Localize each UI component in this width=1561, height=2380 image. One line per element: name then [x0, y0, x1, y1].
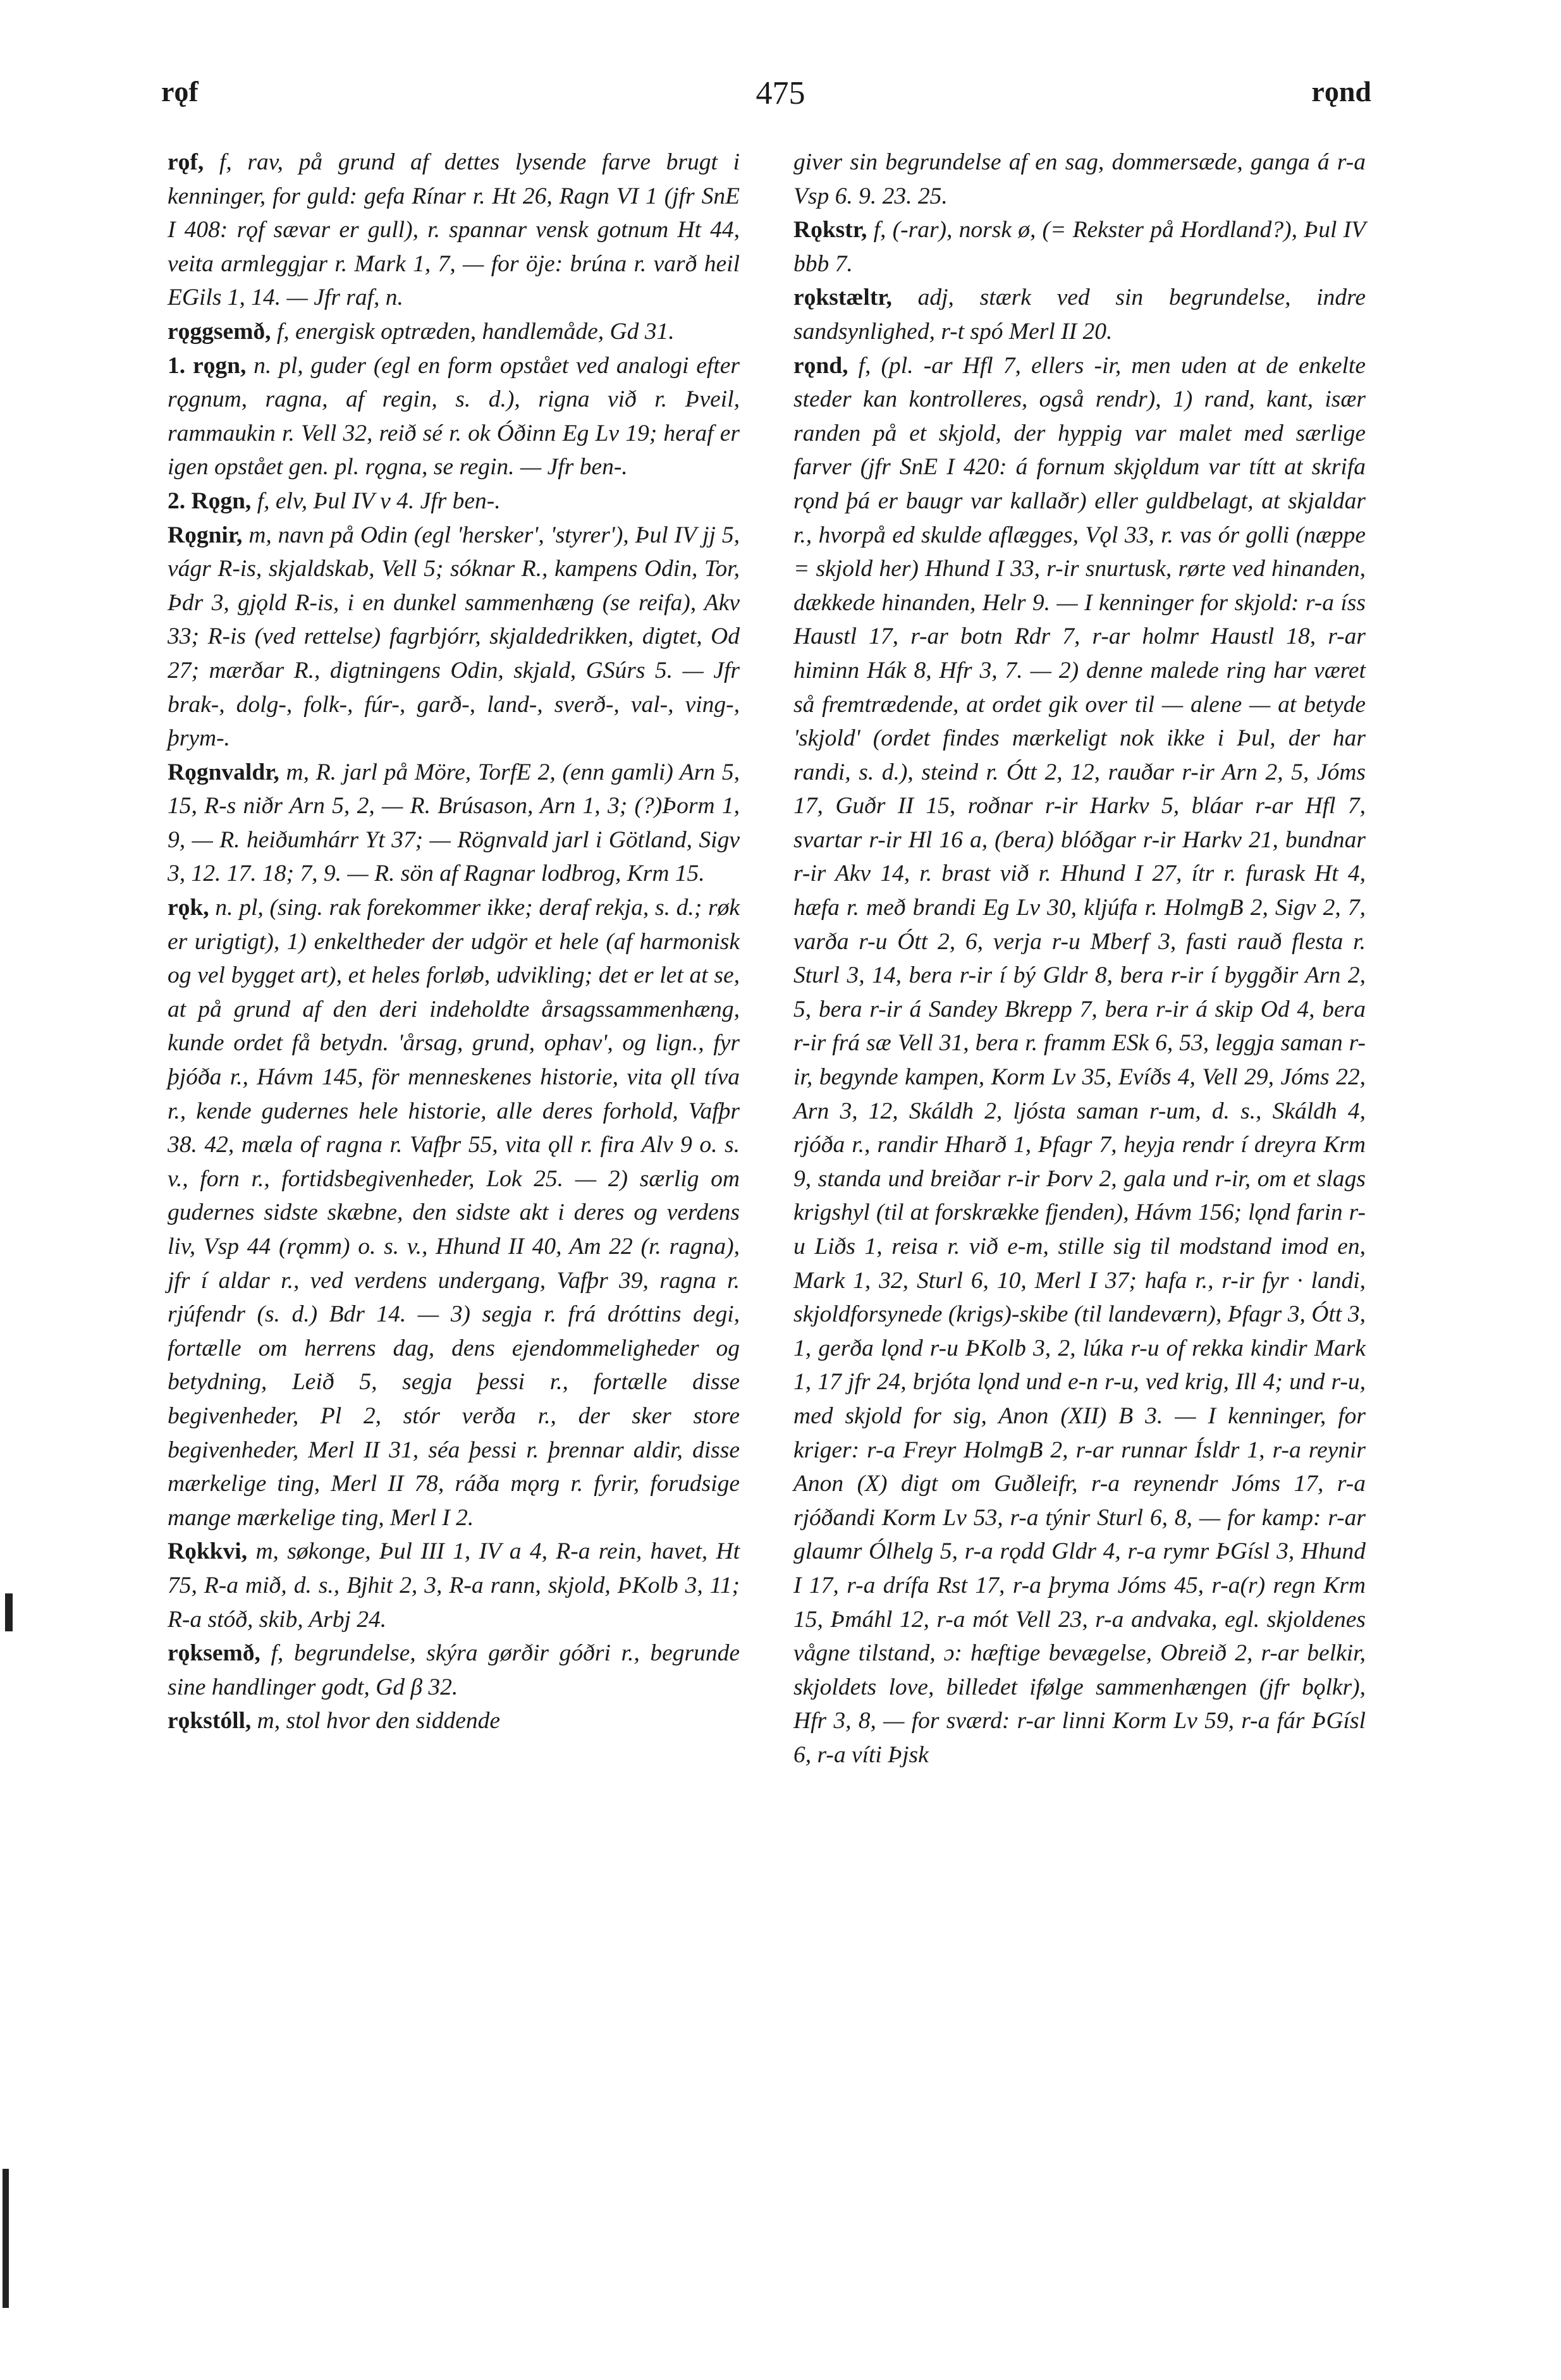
entry-text: m, søkonge, Þul III 1, IV a 4, R-a rein, havet, Ht 75, R-a mið, d. s., Bjhit 2, 3, R-a rann, skjold, ÞKolb 3, 11; R-a stóð, skib, Arbj 24.: [168, 1538, 740, 1633]
dictionary-entry: [168, 1704, 740, 1738]
dictionary-entry: [168, 518, 740, 756]
dictionary-entry: [793, 213, 1366, 281]
headword: rǫggsemð,: [168, 318, 271, 345]
margin-mark: [3, 2169, 9, 2308]
headword: Rǫgnir,: [168, 522, 243, 548]
dictionary-entry: [793, 281, 1366, 348]
entry-text: f, begrundelse, skýra gørðir góðri r., begrunde sine handlinger godt, Gd β 32.: [168, 1640, 740, 1700]
page-number: 475: [756, 75, 805, 111]
entry-text: m, stol hvor den siddende: [251, 1708, 500, 1734]
headword: rǫnd,: [793, 352, 848, 379]
dictionary-entry: [168, 145, 740, 315]
headword: Rǫgnvaldr,: [168, 759, 279, 785]
entry-text: n. pl, (sing. rak forekommer ikke; deraf rekja, s. d.; røk er urigtigt), 1) enkeltheder der udgör et hele (af harmonisk og vel bygget art), et heles forløb, udvikling; det er let at se, at på grund af den deri indeholdte årsagssammenhæng, kunde ordet få betydn. 'årsag, grund, ophav', og lign., fyr þjóða r., Hávm 145, för menneskenes historie, vita ǫll tíva r., kende gudernes hele historie, alle deres forhold, Vafþr 38. 42, mæla of ragna r. Vafþr 55, vita ǫll r. fira Alv 9 o. s. v., forn r., fortidsbegivenheder, Lok 25. — 2) særlig om gudernes sidste skæbne, den sidste akt i deres og verdens liv, Vsp 44 (rǫmm) o. s. v., Hhund II 40, Am 22 (r. ragna), jfr í aldar r., ved verdens undergang, Vafþr 39, ragna r. rjúfendr (s. d.) Bdr 14. — 3) segja r. frá dróttins degi, fortælle om herrens dag, dens ejendommeligheder og betydning, Leið 5, segja þessi r., fortælle disse begivenheder, Pl 2, stór verða r., der sker store begivenheder, Merl II 31, séa þessi r. þrennar aldir, disse mærkelige ting, Merl II 78, ráða mǫrg r. fyrir, forudsige mange mærkelige ting, Merl I 2.: [168, 895, 740, 1531]
page-header: [0, 75, 1561, 125]
entry-text: n. pl, guder (egl en form opstået ved analogi efter rǫgnum, ragna, af regin, s. d.), rigna við r. Þveil, rammaukin r. Vell 32, reið sé r. ok Óðinn Eg Lv 19; heraf er igen opstået gen. pl. rǫgna, se regin. — Jfr ben-.: [168, 352, 740, 481]
headword: rǫkstæltr,: [793, 285, 892, 311]
dictionary-entry: [168, 1636, 740, 1704]
headword: rǫkstóll,: [168, 1708, 252, 1734]
entry-text: giver sin begrundelse af en sag, dommersæde, ganga á r-a Vsp 6. 9. 23. 25.: [793, 149, 1366, 209]
left-guide-word: rǫf: [161, 75, 199, 107]
headword: rǫk,: [168, 895, 209, 921]
dictionary-entry: [168, 484, 740, 518]
right-column: [793, 145, 1366, 1772]
headword: rǫf,: [168, 149, 204, 175]
headword: 2. Rǫgn,: [168, 488, 252, 514]
entry-text: f, elv, Þul IV v 4. Jfr ben-.: [251, 488, 501, 514]
dictionary-entry: [168, 1535, 740, 1636]
entry-text: m, navn på Odin (egl 'hersker', 'styrer'), Þul IV jj 5, vágr R-is, skjaldskab, Vell 5; sóknar R., kampens Odin, Tor, Þdr 3, gjǫld R-is, i en dunkel sammenhæng (se reifa), Akv 33; R-is (ved rettelse) fagrbjórr, skjaldedrikken, digtet, Od 27; mærðar R., digtningens Odin, skjald, GSúrs 5. — Jfr brak-, dolg-, folk-, fúr-, garð-, land-, sverð-, val-, ving-, þrym-.: [168, 522, 740, 752]
headword: 1. rǫgn,: [168, 352, 247, 379]
entry-text: f, energisk optræden, handlemåde, Gd 31.: [271, 318, 675, 345]
entry-text: f, (pl. -ar Hfl 7, ellers -ir, men uden at de enkelte steder kan kontrolleres, også rendr), 1) rand, kant, især randen på et skjold, der hyppig var malet med særlige farver (jfr SnE I 420: á fornum skjǫldum var títt at skrifa rǫnd þá er baugr var kallaðr) eller guldbelagt, at skjaldar r., hvorpå ed skulde aflægges, Vǫl 33, r. vas ór golli (næppe = skjold her) Hhund I 33, r-ir snurtusk, rørte ved hinanden, dækkede hinanden, Helr 9. — I kenninger for skjold: r-a íss Haustl 17, r-ar botn Rdr 7, r-ar holmr Haustl 18, r-ar himinn Hák 8, Hfr 3, 7. — 2) denne malede ring har været så fremtrædende, at ordet gik over til — alene — at betyde 'skjold' (ordet findes mærkeligt nok ikke i Þul, der har randi, s. d.), steind r. Ótt 2, 12, rauðar r-ir Arn 2, 5, Jóms 17, Guðr II 15, roðnar r-ir Harkv 5, bláar r-ar Hfl 7, svartar r-ir Hl 16 a, (bera) blóðgar r-ir Harkv 21, bundnar r-ir Akv 14, r. brast við r. Hhund I 27, ítr r. furask Ht 4, hæfa r. með brandi Eg Lv 30, kljúfa r. HolmgB 2, Sigv 2, 7, varða r-u Ótt 2, 6, verja r-u Mberf 3, fasti rauð flesta r. Sturl 3, 14, bera r-ir í bý Gldr 8, bera r-ir í byggðir Arn 2, 5, bera r-ir á Sandey Bkrepp 7, bera r-ir á skip Od 4, bera r-ir frá sæ Vell 31, bera r. framm ESk 6, 53, leggja saman r-ir, begynde kampen, Korm Lv 35, Evíðs 4, Vell 29, Jóms 22, Arn 3, 12, Skáldh 2, ljósta saman r-um, d. s., Skáldh 4, rjóða r., randir Hharð 1, Þfagr 7, heyja rendr í dreyra Krm 9, standa und breiðar r-ir Þorv 2, gala und r-ir, om et slags krigshyl (til at forskrække fjenden), Hávm 156; lǫnd farin r-u Liðs 1, reisa r. við e-m, stille sig til modstand imod en, Mark 1, 32, Sturl 6, 10, Merl I 37; hafa r., r-ir fyr · landi, skjoldforsynede (krigs)-skibe (til landeværn), Þfagr 3, Ótt 3, 1, gerða lǫnd r-u ÞKolb 3, 2, lúka r-u of rekka kindir Mark 1, 17 jfr 24, brjóta lǫnd und e-n r-u, ved krig, Ill 4; und r-u, med skjold for sig, Anon (XII) B 3. — I kenninger, for kriger: r-a Freyr HolmgB 2, r-ar runnar Ísldr 1, r-a reynir Anon (X) digt om Guðleifr, r-a reynendr Jóms 17, r-a rjóðandi Korm Lv 53, r-a týnir Sturl 6, 8, — for kamp: r-ar glaumr Ólhelg 5, r-a rǫdd Gldr 4, r-a rymr ÞGísl 3, Hhund I 17, r-a drífa Rst 17, r-a þryma Jóms 45, r-a(r) regn Krm 15, Þmáhl 12, r-a mót Vell 23, r-a andvaka, egl. skjoldenes vågne tilstand, ɔ: hæftige bevægelse, Obreið 2, r-ar belkir, skjoldets love, billedet ifølge sammenhængen (jfr bǫlkr), Hfr 3, 8, — for sværd: r-ar linni Korm Lv 59, r-a fár ÞGísl 6, r-a víti Þjsk: [793, 352, 1366, 1768]
headword: Rǫkkvi,: [168, 1538, 248, 1565]
headword: rǫksemð,: [168, 1640, 260, 1667]
entry-text: f, (-rar), norsk ø, (= Rekster på Hordland?), Þul IV bbb 7.: [793, 217, 1366, 277]
entry-text: m, R. jarl på Möre, TorfE 2, (enn gamli) Arn 5, 15, R-s niðr Arn 5, 2, — R. Brúsason, Arn 1, 3; (?)Þorm 1, 9, — R. heiðumhárr Yt 37; — Rögnvald jarl i Götland, Sigv 3, 12. 17. 18; 7, 9. — R. sön af Ragnar lodbrog, Krm 15.: [168, 759, 740, 887]
dictionary-entry: [168, 349, 740, 484]
dictionary-entry: [168, 891, 740, 1535]
dictionary-entry: [793, 349, 1366, 1772]
entry-text: adj, stærk ved sin begrundelse, indre sandsynlighed, r-t spó Merl II 20.: [793, 285, 1366, 345]
left-column: [168, 145, 740, 1738]
headword: Rǫkstr,: [793, 217, 867, 243]
entry-text: f, rav, på grund af dettes lysende farve brugt i kenninger, for guld: gefa Rínar r. Ht 26, Ragn VI 1 (jfr SnE I 408: rǫf sævar er gull), r. spannar vensk gotnum Ht 44, veita armleggjar r. Mark 1, 7, — for öje: brúna r. varð heil EGils 1, 14. — Jfr raf, n.: [168, 149, 740, 311]
margin-mark: [5, 1593, 13, 1631]
dictionary-entry: [168, 315, 740, 349]
dictionary-entry: [793, 145, 1366, 213]
right-guide-word: rǫnd: [1311, 75, 1371, 107]
dictionary-entry: [168, 756, 740, 891]
